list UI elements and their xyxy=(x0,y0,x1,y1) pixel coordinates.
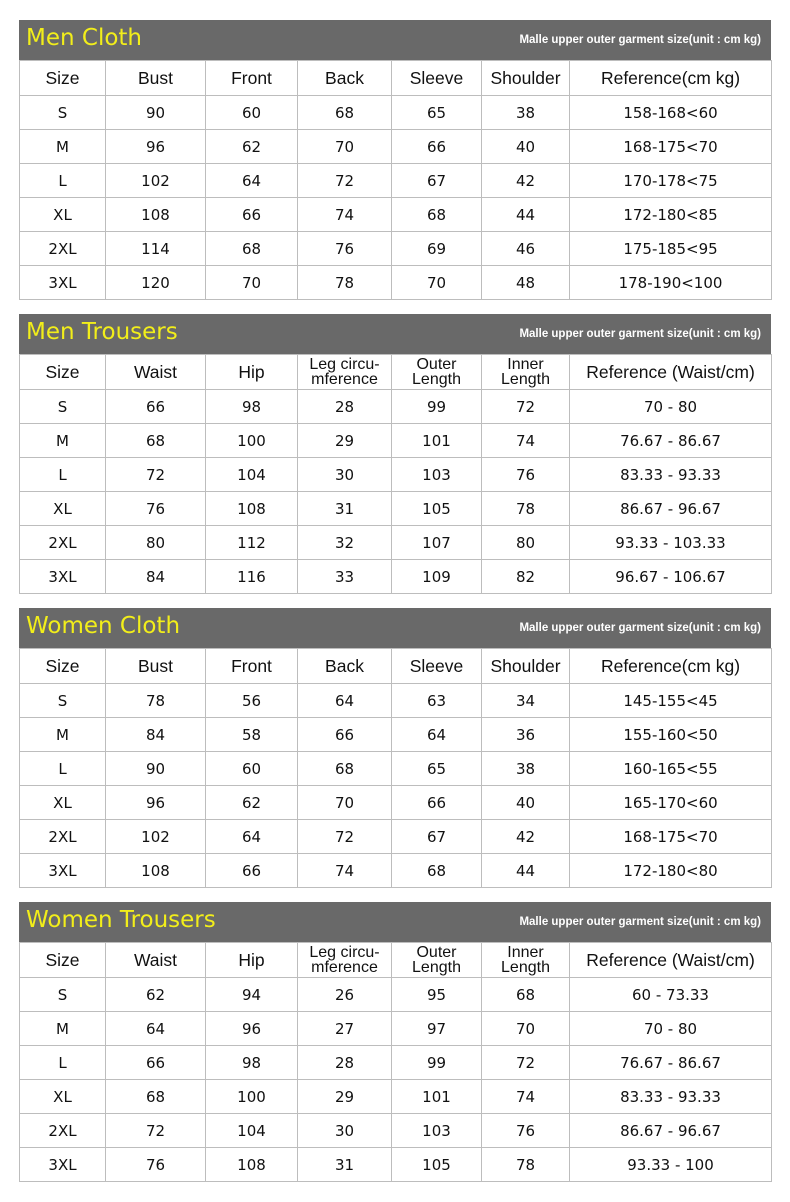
column-header: Hip xyxy=(206,943,298,978)
table-cell: 27 xyxy=(298,1012,392,1046)
column-header-line: Length xyxy=(501,959,550,976)
table-cell: 170-178<75 xyxy=(570,164,772,198)
table-cell: 78 xyxy=(298,266,392,300)
size-cell: 3XL xyxy=(20,1148,106,1182)
table-header-row xyxy=(20,649,772,684)
size-cell: L xyxy=(20,1046,106,1080)
column-header: Bust xyxy=(106,649,206,684)
column-header-line: Inner xyxy=(507,356,544,373)
table-cell: 84 xyxy=(106,560,206,594)
size-cell: L xyxy=(20,752,106,786)
table-cell: 76 xyxy=(482,458,570,492)
table-cell: 175-185<95 xyxy=(570,232,772,266)
section-subtitle: Malle upper outer garment size(unit : cm kg) xyxy=(519,916,761,928)
column-header: Reference(cm kg) xyxy=(570,649,772,684)
table-cell: 32 xyxy=(298,526,392,560)
table-cell: 56 xyxy=(206,684,298,718)
column-header xyxy=(482,943,570,978)
table-cell: 60 - 73.33 xyxy=(570,978,772,1012)
table-cell: 96 xyxy=(206,1012,298,1046)
column-header-line: Outer xyxy=(416,944,457,961)
women-cloth-section xyxy=(19,608,771,888)
table-cell: 74 xyxy=(482,424,570,458)
table-cell: 108 xyxy=(206,492,298,526)
table-cell: 70 xyxy=(392,266,482,300)
table-cell: 28 xyxy=(298,1046,392,1080)
column-header-line: Leg circu- xyxy=(309,944,380,961)
table-cell: 70 - 80 xyxy=(570,390,772,424)
table-cell: 86.67 - 96.67 xyxy=(570,1114,772,1148)
column-header-line: mference xyxy=(311,959,378,976)
table-row xyxy=(20,526,772,560)
section-banner xyxy=(19,20,771,60)
column-header-line: Outer xyxy=(416,356,457,373)
table-cell: 69 xyxy=(392,232,482,266)
size-cell: XL xyxy=(20,492,106,526)
column-header-line: Leg circu- xyxy=(309,356,380,373)
table-cell: 172-180<85 xyxy=(570,198,772,232)
column-header: Hip xyxy=(206,355,298,390)
size-table xyxy=(19,942,772,1182)
section-title: Women Trousers xyxy=(26,907,216,933)
table-cell: 86.67 - 96.67 xyxy=(570,492,772,526)
table-row xyxy=(20,266,772,300)
table-cell: 158-168<60 xyxy=(570,96,772,130)
table-row xyxy=(20,1046,772,1080)
table-cell: 76.67 - 86.67 xyxy=(570,424,772,458)
table-cell: 178-190<100 xyxy=(570,266,772,300)
table-cell: 64 xyxy=(106,1012,206,1046)
size-cell: S xyxy=(20,96,106,130)
table-row xyxy=(20,492,772,526)
table-row xyxy=(20,820,772,854)
column-header xyxy=(392,355,482,390)
table-cell: 145-155<45 xyxy=(570,684,772,718)
column-header: Reference (Waist/cm) xyxy=(570,943,772,978)
table-cell: 31 xyxy=(298,492,392,526)
size-cell: 2XL xyxy=(20,526,106,560)
size-cell: M xyxy=(20,424,106,458)
section-title: Women Cloth xyxy=(26,613,181,639)
table-cell: 116 xyxy=(206,560,298,594)
table-header-row xyxy=(20,943,772,978)
table-cell: 97 xyxy=(392,1012,482,1046)
table-cell: 70 xyxy=(298,130,392,164)
table-cell: 95 xyxy=(392,978,482,1012)
table-cell: 30 xyxy=(298,458,392,492)
table-cell: 68 xyxy=(298,752,392,786)
column-header-line: Length xyxy=(412,371,461,388)
column-header: Size xyxy=(20,943,106,978)
table-row xyxy=(20,786,772,820)
column-header: Bust xyxy=(106,61,206,96)
column-header xyxy=(298,355,392,390)
table-cell: 44 xyxy=(482,198,570,232)
table-cell: 40 xyxy=(482,786,570,820)
table-cell: 29 xyxy=(298,1080,392,1114)
table-cell: 62 xyxy=(206,786,298,820)
table-cell: 34 xyxy=(482,684,570,718)
column-header-line: Inner xyxy=(507,944,544,961)
size-cell: 3XL xyxy=(20,266,106,300)
men-cloth-section xyxy=(19,20,771,300)
size-table xyxy=(19,648,772,888)
table-row xyxy=(20,1114,772,1148)
table-cell: 109 xyxy=(392,560,482,594)
table-cell: 64 xyxy=(298,684,392,718)
section-banner xyxy=(19,314,771,354)
table-cell: 62 xyxy=(206,130,298,164)
section-subtitle: Malle upper outer garment size(unit : cm kg) xyxy=(519,328,761,340)
table-cell: 99 xyxy=(392,1046,482,1080)
size-cell: 2XL xyxy=(20,1114,106,1148)
table-cell: 96 xyxy=(106,130,206,164)
size-cell: 2XL xyxy=(20,232,106,266)
table-cell: 98 xyxy=(206,390,298,424)
table-cell: 168-175<70 xyxy=(570,130,772,164)
column-header xyxy=(392,943,482,978)
table-header-row xyxy=(20,61,772,96)
table-cell: 70 xyxy=(482,1012,570,1046)
table-row xyxy=(20,1148,772,1182)
table-cell: 98 xyxy=(206,1046,298,1080)
column-header-line: mference xyxy=(311,371,378,388)
table-cell: 36 xyxy=(482,718,570,752)
table-cell: 74 xyxy=(298,198,392,232)
table-cell: 48 xyxy=(482,266,570,300)
section-banner xyxy=(19,902,771,942)
table-row xyxy=(20,1012,772,1046)
column-header: Reference(cm kg) xyxy=(570,61,772,96)
table-cell: 68 xyxy=(106,424,206,458)
table-cell: 70 - 80 xyxy=(570,1012,772,1046)
table-row xyxy=(20,130,772,164)
table-cell: 105 xyxy=(392,1148,482,1182)
table-header-row xyxy=(20,355,772,390)
table-cell: 96 xyxy=(106,786,206,820)
table-cell: 72 xyxy=(106,1114,206,1148)
size-cell: S xyxy=(20,390,106,424)
table-row xyxy=(20,854,772,888)
table-row xyxy=(20,232,772,266)
table-cell: 66 xyxy=(392,786,482,820)
table-cell: 72 xyxy=(482,1046,570,1080)
table-cell: 112 xyxy=(206,526,298,560)
table-cell: 70 xyxy=(206,266,298,300)
table-cell: 103 xyxy=(392,458,482,492)
table-cell: 60 xyxy=(206,96,298,130)
table-cell: 90 xyxy=(106,96,206,130)
table-cell: 74 xyxy=(298,854,392,888)
size-cell: M xyxy=(20,718,106,752)
column-header: Back xyxy=(298,61,392,96)
column-header: Back xyxy=(298,649,392,684)
table-row xyxy=(20,96,772,130)
table-cell: 42 xyxy=(482,820,570,854)
table-cell: 120 xyxy=(106,266,206,300)
table-cell: 107 xyxy=(392,526,482,560)
section-subtitle: Malle upper outer garment size(unit : cm kg) xyxy=(519,622,761,634)
column-header: Sleeve xyxy=(392,61,482,96)
table-cell: 80 xyxy=(106,526,206,560)
table-cell: 62 xyxy=(106,978,206,1012)
column-header: Size xyxy=(20,355,106,390)
section-banner xyxy=(19,608,771,648)
table-cell: 104 xyxy=(206,458,298,492)
table-cell: 80 xyxy=(482,526,570,560)
table-cell: 72 xyxy=(106,458,206,492)
table-row xyxy=(20,458,772,492)
table-cell: 63 xyxy=(392,684,482,718)
table-cell: 78 xyxy=(482,492,570,526)
size-cell: L xyxy=(20,458,106,492)
section-title: Men Cloth xyxy=(26,25,142,51)
column-header-line: Length xyxy=(412,959,461,976)
size-cell: 3XL xyxy=(20,854,106,888)
column-header: Shoulder xyxy=(482,649,570,684)
size-table xyxy=(19,60,772,300)
size-cell: XL xyxy=(20,198,106,232)
table-cell: 70 xyxy=(298,786,392,820)
table-cell: 58 xyxy=(206,718,298,752)
table-cell: 42 xyxy=(482,164,570,198)
table-cell: 64 xyxy=(206,164,298,198)
table-row xyxy=(20,390,772,424)
table-cell: 108 xyxy=(106,198,206,232)
table-cell: 66 xyxy=(106,390,206,424)
table-cell: 74 xyxy=(482,1080,570,1114)
table-cell: 65 xyxy=(392,96,482,130)
table-cell: 78 xyxy=(106,684,206,718)
size-cell: S xyxy=(20,978,106,1012)
table-cell: 66 xyxy=(392,130,482,164)
size-cell: L xyxy=(20,164,106,198)
table-cell: 60 xyxy=(206,752,298,786)
column-header: Front xyxy=(206,61,298,96)
column-header: Reference (Waist/cm) xyxy=(570,355,772,390)
table-cell: 67 xyxy=(392,164,482,198)
table-cell: 93.33 - 103.33 xyxy=(570,526,772,560)
table-row xyxy=(20,424,772,458)
table-row xyxy=(20,198,772,232)
table-cell: 114 xyxy=(106,232,206,266)
column-header: Sleeve xyxy=(392,649,482,684)
table-row xyxy=(20,978,772,1012)
table-cell: 72 xyxy=(298,820,392,854)
size-cell: S xyxy=(20,684,106,718)
men-trousers-section xyxy=(19,314,771,594)
size-cell: M xyxy=(20,1012,106,1046)
section-subtitle: Malle upper outer garment size(unit : cm kg) xyxy=(519,34,761,46)
table-row xyxy=(20,752,772,786)
table-cell: 40 xyxy=(482,130,570,164)
column-header: Shoulder xyxy=(482,61,570,96)
table-cell: 67 xyxy=(392,820,482,854)
table-cell: 72 xyxy=(482,390,570,424)
table-cell: 28 xyxy=(298,390,392,424)
column-header xyxy=(482,355,570,390)
table-cell: 68 xyxy=(482,978,570,1012)
size-cell: XL xyxy=(20,1080,106,1114)
table-cell: 78 xyxy=(482,1148,570,1182)
column-header xyxy=(298,943,392,978)
table-cell: 76 xyxy=(106,492,206,526)
table-cell: 65 xyxy=(392,752,482,786)
table-cell: 64 xyxy=(206,820,298,854)
table-cell: 31 xyxy=(298,1148,392,1182)
table-cell: 168-175<70 xyxy=(570,820,772,854)
table-cell: 105 xyxy=(392,492,482,526)
table-cell: 46 xyxy=(482,232,570,266)
table-cell: 66 xyxy=(298,718,392,752)
table-cell: 100 xyxy=(206,1080,298,1114)
table-cell: 101 xyxy=(392,424,482,458)
table-cell: 165-170<60 xyxy=(570,786,772,820)
table-cell: 90 xyxy=(106,752,206,786)
section-title: Men Trousers xyxy=(26,319,178,345)
table-cell: 29 xyxy=(298,424,392,458)
column-header: Waist xyxy=(106,355,206,390)
size-cell: M xyxy=(20,130,106,164)
table-cell: 82 xyxy=(482,560,570,594)
table-cell: 64 xyxy=(392,718,482,752)
table-cell: 38 xyxy=(482,96,570,130)
column-header-line: Length xyxy=(501,371,550,388)
table-cell: 108 xyxy=(106,854,206,888)
table-cell: 38 xyxy=(482,752,570,786)
table-cell: 76 xyxy=(106,1148,206,1182)
women-trousers-section xyxy=(19,902,771,1182)
table-cell: 101 xyxy=(392,1080,482,1114)
table-cell: 108 xyxy=(206,1148,298,1182)
table-cell: 104 xyxy=(206,1114,298,1148)
table-cell: 160-165<55 xyxy=(570,752,772,786)
table-cell: 30 xyxy=(298,1114,392,1148)
column-header: Front xyxy=(206,649,298,684)
table-cell: 99 xyxy=(392,390,482,424)
table-cell: 102 xyxy=(106,820,206,854)
table-cell: 66 xyxy=(106,1046,206,1080)
table-cell: 76 xyxy=(482,1114,570,1148)
table-cell: 103 xyxy=(392,1114,482,1148)
table-cell: 66 xyxy=(206,198,298,232)
table-cell: 68 xyxy=(298,96,392,130)
size-cell: XL xyxy=(20,786,106,820)
table-cell: 94 xyxy=(206,978,298,1012)
table-cell: 68 xyxy=(106,1080,206,1114)
table-cell: 66 xyxy=(206,854,298,888)
column-header: Size xyxy=(20,61,106,96)
table-cell: 100 xyxy=(206,424,298,458)
table-cell: 102 xyxy=(106,164,206,198)
table-row xyxy=(20,718,772,752)
table-cell: 76 xyxy=(298,232,392,266)
table-cell: 68 xyxy=(392,198,482,232)
table-cell: 76.67 - 86.67 xyxy=(570,1046,772,1080)
table-cell: 68 xyxy=(206,232,298,266)
table-cell: 83.33 - 93.33 xyxy=(570,1080,772,1114)
table-cell: 44 xyxy=(482,854,570,888)
table-cell: 83.33 - 93.33 xyxy=(570,458,772,492)
size-table xyxy=(19,354,772,594)
table-cell: 72 xyxy=(298,164,392,198)
table-row xyxy=(20,560,772,594)
table-cell: 93.33 - 100 xyxy=(570,1148,772,1182)
size-cell: 3XL xyxy=(20,560,106,594)
table-cell: 172-180<80 xyxy=(570,854,772,888)
table-cell: 155-160<50 xyxy=(570,718,772,752)
table-cell: 84 xyxy=(106,718,206,752)
column-header: Size xyxy=(20,649,106,684)
table-row xyxy=(20,164,772,198)
column-header: Waist xyxy=(106,943,206,978)
table-cell: 96.67 - 106.67 xyxy=(570,560,772,594)
table-cell: 68 xyxy=(392,854,482,888)
table-row xyxy=(20,1080,772,1114)
table-row xyxy=(20,684,772,718)
table-cell: 33 xyxy=(298,560,392,594)
table-cell: 26 xyxy=(298,978,392,1012)
size-cell: 2XL xyxy=(20,820,106,854)
